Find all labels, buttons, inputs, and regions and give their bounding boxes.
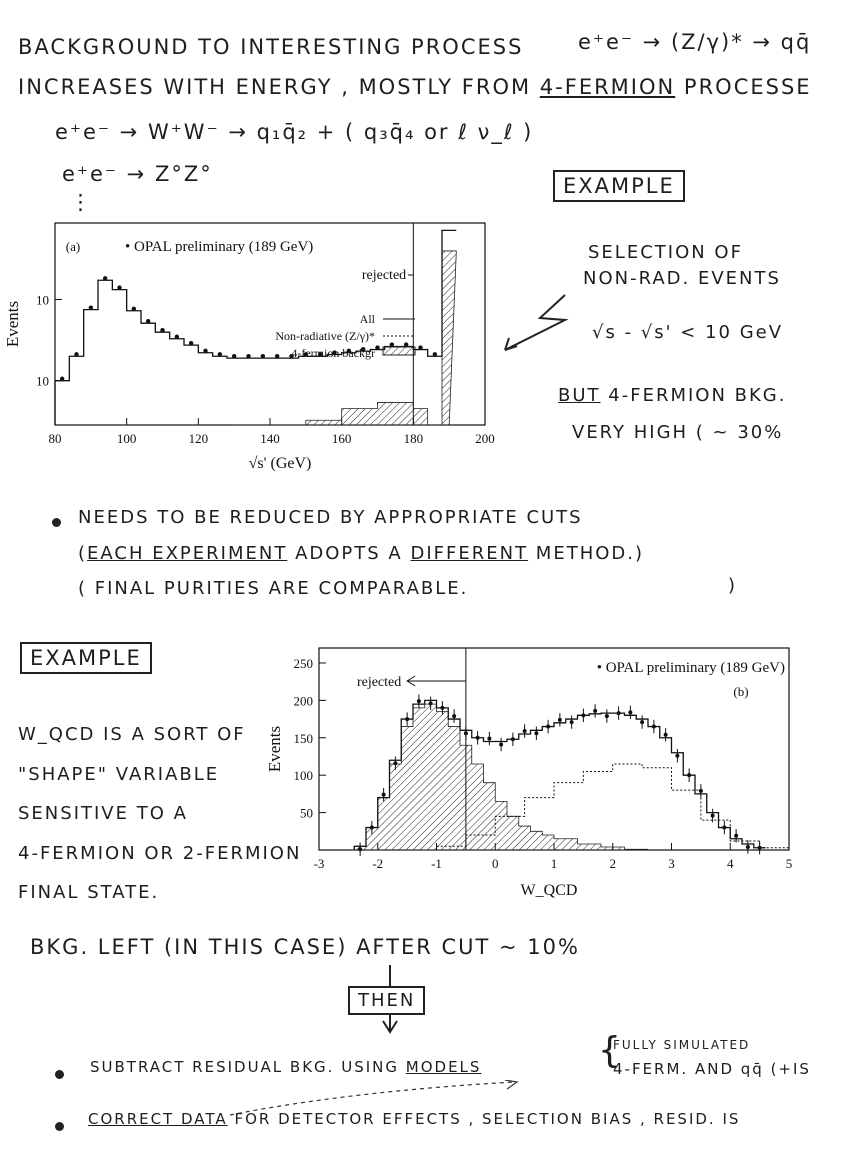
chart-b-data-point (652, 725, 656, 729)
chart-b-ytick-label: 250 (293, 655, 313, 671)
chart-a-legend-label: All (359, 312, 375, 326)
squiggle-arrow (495, 290, 585, 360)
note-bkg (558, 385, 786, 406)
bkg-left: BKG. LEFT (IN THIS CASE) AFTER CUT ~ 10% (30, 935, 580, 959)
bullet-each (78, 543, 644, 564)
chart-a-panel: (a) (65, 239, 81, 254)
brace: { (598, 1030, 623, 1071)
chart-b-data-point (675, 754, 679, 758)
example-box-1: EXAMPLE (553, 170, 685, 202)
chart-b-data-point (699, 789, 703, 793)
chart-b-data-point (734, 834, 738, 838)
chart-b-data-point (605, 714, 609, 718)
chart-b-ylabel: Events (265, 725, 284, 773)
bullet-dot (55, 1122, 64, 1131)
chart-a-title: • OPAL preliminary (189 GeV) (125, 239, 314, 255)
wqcd-line4: 4-FERMION OR 2-FERMION (18, 843, 302, 864)
dashed-arrow (225, 1080, 525, 1120)
chart-a-data-point (246, 354, 250, 358)
header-line2-post: PROCESSE (683, 75, 812, 99)
chart-b-ytick-label: 100 (293, 768, 313, 784)
ellipsis: ⋮ (70, 190, 93, 214)
chart-a-xtick-label: 80 (48, 431, 62, 446)
chart-a-data-point (261, 354, 265, 358)
chart-b-data-point (476, 736, 480, 740)
chart-b-data-point (570, 720, 574, 724)
chart-a-data-point (103, 276, 107, 280)
chart-a-data-point (60, 377, 64, 381)
chart-a-data-point (203, 349, 207, 353)
paren-open: ( (78, 543, 88, 564)
chart-a-data-point (160, 328, 164, 332)
wqcd-line5: FINAL STATE. (18, 882, 160, 903)
chart-b-data-point (440, 706, 444, 710)
chart-b-xtick-label: 3 (668, 856, 675, 871)
chart-a-data-point (433, 352, 437, 356)
header-process: e⁺e⁻ → (Z/γ)* → qq̄ (578, 30, 812, 54)
chart-b-xtick-label: -2 (372, 856, 384, 871)
fully-simulated-2: 4-FERM. AND qq̄ (+IS (613, 1060, 811, 1078)
chart-a-xtick-label: 200 (475, 431, 495, 446)
chart-b-panel: (b) (733, 684, 749, 699)
chart-b-data-point (722, 826, 726, 830)
chart-a-data-point (375, 345, 379, 349)
wqcd-line1: W_QCD IS A SORT OF (18, 724, 246, 745)
chart-a-data-point (146, 319, 150, 323)
chart-b-data-point (711, 814, 715, 818)
chart-a-legend-label: Non-radiative (Z/γ)* (275, 329, 375, 343)
chart-a-xtick-label: 100 (116, 431, 137, 446)
chart-a-xtick-label: 120 (188, 431, 209, 446)
note-very-high: VERY HIGH ( ~ 30% (572, 422, 784, 443)
bullet-final: ( FINAL PURITIES ARE COMPARABLE. (78, 578, 469, 599)
chart-a-xtick-label: 140 (260, 431, 280, 446)
chart-b-xlabel: W_QCD (520, 882, 578, 899)
chart-b-data-point (499, 743, 503, 747)
note-nonrad: NON-RAD. EVENTS (583, 268, 781, 289)
chart-a-data-point (232, 354, 236, 358)
chart-a-legend-label: 4-fermion backgr (291, 346, 375, 360)
chart-b-data-point (429, 701, 433, 705)
chart-b-xtick-label: 2 (609, 856, 616, 871)
example-box-2: EXAMPLE (20, 642, 152, 674)
bullet-needs: NEEDS TO BE REDUCED BY APPROPRIATE CUTS (78, 507, 583, 528)
adopts-a: ADOPTS A (295, 543, 403, 564)
chart-a-ytick-label: 10 (36, 292, 49, 308)
header-line2 (18, 75, 812, 99)
note-4fermion: 4-FERMION BKG. (608, 385, 787, 406)
chart-a-xlabel: √s' (GeV) (248, 455, 312, 472)
chart-a-legend-swatch (383, 347, 415, 355)
bullet-final-close: ) (728, 575, 738, 596)
chart-b-data-point (405, 717, 409, 721)
chart-b-data-point (487, 737, 491, 741)
chart-b-ytick-label: 200 (293, 693, 313, 709)
chart-b-xtick-label: 5 (785, 856, 793, 871)
wqcd-line2: "SHAPE" VARIABLE (18, 764, 220, 785)
chart-a-data-point (74, 352, 78, 356)
chart-b-data-point (546, 725, 550, 729)
chart-a-data-point (390, 342, 394, 346)
chart-a-ytick-label: 10 (36, 373, 49, 389)
header-line2-pre: INCREASES WITH ENERGY , MOSTLY FROM (18, 75, 532, 99)
chart-b-ytick-label: 150 (293, 730, 313, 746)
chart-b-4fermion-hist (354, 704, 648, 850)
chart-b-xtick-label: 4 (727, 856, 734, 871)
chart-b-data-point (464, 731, 468, 735)
chart-b-data-point (358, 847, 362, 851)
chart-b-data-point (664, 733, 668, 737)
chart-b-data-point (758, 846, 762, 850)
chart-b-title: • OPAL preliminary (189 GeV) (596, 660, 785, 676)
chart-b-data-point (393, 761, 397, 765)
chart-b-data-point (628, 710, 632, 714)
wqcd-line3: SENSITIVE TO A (18, 803, 188, 824)
chart-a-data-point (89, 305, 93, 309)
chart-b-data-point (593, 709, 597, 713)
chart-a-data-point (275, 354, 279, 358)
header-line1: BACKGROUND TO INTERESTING PROCESS (18, 35, 524, 59)
correct-data: CORRECT DATA (88, 1110, 228, 1128)
models: MODELS (405, 1058, 482, 1076)
chart-a-xtick-label: 160 (331, 431, 352, 446)
chart-a-ylabel: Events (3, 300, 22, 348)
chart-b-data-point (511, 737, 515, 741)
note-selection: SELECTION OF (588, 242, 743, 263)
chart-a-data-point (132, 307, 136, 311)
chart-a-data-point (418, 345, 422, 349)
chart-b-data-point (370, 826, 374, 830)
then-box: THEN (348, 986, 425, 1015)
chart-b (262, 640, 802, 905)
different: DIFFERENT (410, 543, 529, 564)
chart-a-data-point (218, 352, 222, 356)
chart-b-data-point (523, 729, 527, 733)
header-line2-underlined: 4-FERMION (539, 75, 676, 99)
method: METHOD.) (535, 543, 645, 564)
each-experiment: EACH EXPERIMENT (87, 543, 288, 564)
bullet-dot (55, 1070, 64, 1079)
chart-b-xtick-label: 0 (492, 856, 499, 871)
chart-a-data-point (404, 342, 408, 346)
chart-b-data-point (382, 793, 386, 797)
chart-a-xtick-label: 180 (403, 431, 424, 446)
bullet-dot (52, 518, 61, 527)
chart-b-data-point (617, 711, 621, 715)
note-cut: √s - √s' < 10 GeV (592, 322, 784, 343)
equation-zz: e⁺e⁻ → Z°Z° (62, 162, 213, 186)
chart-b-data-point (746, 845, 750, 849)
chart-b-xtick-label: -1 (431, 856, 442, 871)
chart-b-data-point (581, 713, 585, 717)
chart-a-data-point (175, 335, 179, 339)
chart-a-data-point (117, 285, 121, 289)
chart-b-xtick-label: -3 (313, 856, 325, 871)
fully-simulated: FULLY SIMULATED (613, 1038, 751, 1052)
chart-a (0, 215, 545, 475)
chart-b-xtick-label: 1 (550, 856, 558, 871)
chart-b-data-point (534, 731, 538, 735)
chart-a-all-hist (55, 230, 456, 425)
chart-b-data-point (452, 714, 456, 718)
chart-a-data-point (189, 341, 193, 345)
chart-b-data-point (417, 699, 421, 703)
correct-text: FOR DETECTOR EFFECTS , SELECTION BIAS , RESID. IS (234, 1110, 741, 1128)
chart-a-rejected: rejected (361, 268, 407, 283)
subtract-text: SUBTRACT RESIDUAL BKG. USING (90, 1058, 399, 1076)
note-but: BUT (558, 385, 601, 406)
chart-b-data-point (640, 720, 644, 724)
chart-b-data-point (687, 773, 691, 777)
subtract-line (90, 1058, 481, 1076)
equation-ww: e⁺e⁻ → W⁺W⁻ → q₁q̄₂ + ( q₃q̄₄ or ℓ ν_ℓ ) (55, 120, 534, 144)
chart-b-ytick-label: 50 (300, 805, 313, 821)
chart-b-data-point (558, 718, 562, 722)
chart-b-rejected: rejected (356, 675, 402, 690)
